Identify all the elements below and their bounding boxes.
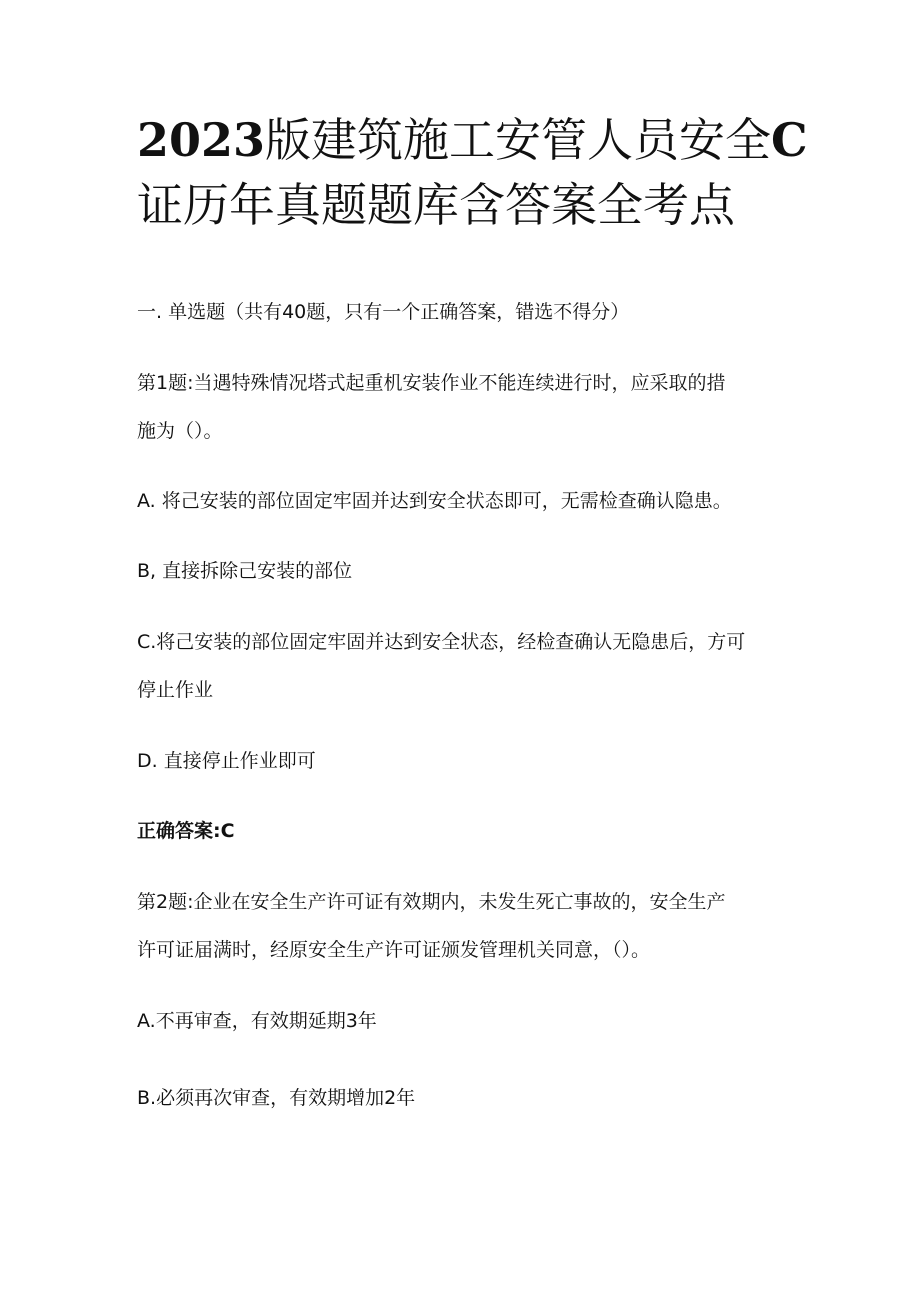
question-1-stem-line1: 第1题:当遇特殊情况塔式起重机安装作业不能连续进行时，应采取的措 xyxy=(137,372,726,394)
title-line1: 版建筑施工安管人员安全 xyxy=(265,113,772,167)
question-2-stem-line2: 许可证届满时，经原安全生产许可证颁发管理机关同意，（）。 xyxy=(137,939,651,961)
question-1-option-a: A. 将己安装的部位固定牢固并达到安全状态即可，无需检查确认隐患。 xyxy=(137,490,732,512)
question-2-stem-line1: 第2题:企业在安全生产许可证有效期内，未发生死亡事故的，安全生产 xyxy=(137,891,726,913)
question-1-option-c-line1: C.将己安装的部位固定牢固并达到安全状态，经检查确认无隐患后，方可 xyxy=(137,631,746,653)
title-year: 2023 xyxy=(137,113,266,167)
title-line2: 证历年真题题库含答案全考点 xyxy=(137,178,735,232)
question-2-option-b: B.必须再次审查，有效期增加2年 xyxy=(137,1087,416,1109)
question-1-option-c-line2: 停止作业 xyxy=(137,679,214,701)
question-1-stem-line2: 施为（）。 xyxy=(137,420,223,442)
document-title xyxy=(137,108,817,238)
title-grade: C xyxy=(771,113,808,167)
section-heading: 一. 单选题（共有40题，只有一个正确答案，错选不得分） xyxy=(137,301,630,323)
question-1-option-d: D. 直接停止作业即可 xyxy=(137,750,316,772)
question-2-option-a: A.不再审查，有效期延期3年 xyxy=(137,1010,377,1032)
question-1-option-b: B, 直接拆除己安装的部位 xyxy=(137,560,353,582)
question-1-answer: 正确答案:C xyxy=(137,820,235,842)
